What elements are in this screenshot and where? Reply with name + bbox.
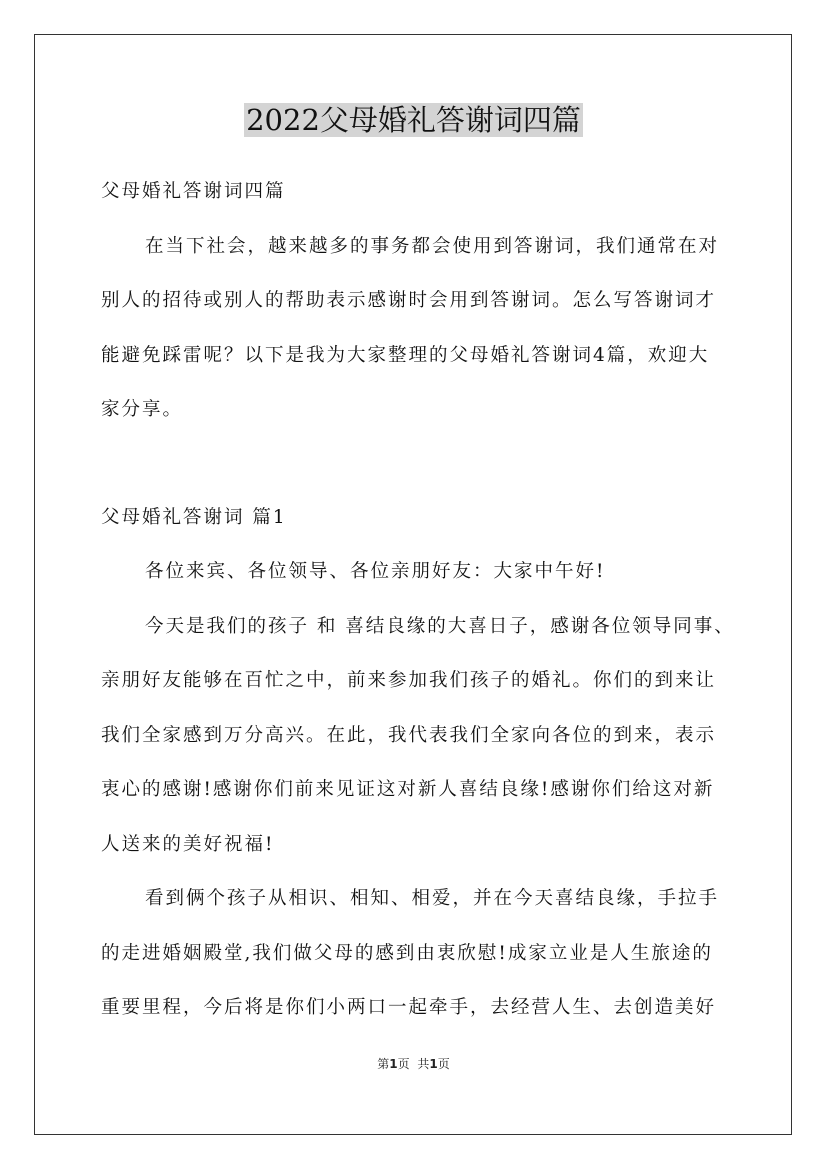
paragraph-line: 看到俩个孩子从相识、相知、相爱，并在今天喜结良缘，手拉手 <box>145 888 720 909</box>
paragraph-line: 重要里程，今后将是你们小两口一起牵手，去经营人生、去创造美好 <box>101 997 717 1018</box>
section-heading: 父母婚礼答谢词 篇1 <box>101 506 287 528</box>
paragraph-line: 的走进婚姻殿堂,我们做父母的感到由衷欣慰!成家立业是人生旅途的 <box>101 942 713 964</box>
document-body <box>101 165 735 1036</box>
paragraph-line: 我们全家感到万分高兴。在此，我代表我们全家向各位的到来，表示 <box>101 724 717 746</box>
footer-prefix: 第 <box>377 1057 390 1071</box>
paragraph-line: 衷心的感谢!感谢你们前来见证这对新人喜结良缘!感谢你们给这对新 <box>101 779 715 800</box>
document-title <box>0 100 827 140</box>
intro-line: 家分享。 <box>101 399 184 420</box>
intro-line: 在当下社会，越来越多的事务都会使用到答谢词，我们通常在对 <box>145 235 720 257</box>
paragraph-line: 今天是我们的孩子 和 喜结良缘的大喜日子，感谢各位领导同事、 <box>145 615 735 637</box>
intro-heading: 父母婚礼答谢词四篇 <box>101 181 286 202</box>
paragraph-line: 人送来的美好祝福! <box>101 833 275 855</box>
footer-total-unit: 页 <box>437 1057 450 1071</box>
section-spacer <box>101 438 729 491</box>
intro-line: 能避免踩雷呢？以下是我为大家整理的父母婚礼答谢词4篇，欢迎大 <box>101 344 710 366</box>
footer-page-unit: 页 <box>397 1057 410 1071</box>
document-title-text: 2022父母婚礼答谢词四篇 <box>246 103 581 137</box>
footer-page-number: 1 <box>389 1057 398 1071</box>
intro-line: 别人的招待或别人的帮助表示感谢时会用到答谢词。怎么写答谢词才 <box>101 290 717 311</box>
paragraph-line: 亲朋好友能够在百忙之中，前来参加我们孩子的婚礼。你们的到来让 <box>101 670 717 691</box>
greeting-line: 各位来宾、各位领导、各位亲朋好友：大家中午好! <box>145 561 606 582</box>
footer-total-prefix: 共 <box>417 1057 430 1071</box>
page-footer <box>0 1055 827 1072</box>
footer-total-pages: 1 <box>429 1057 438 1071</box>
